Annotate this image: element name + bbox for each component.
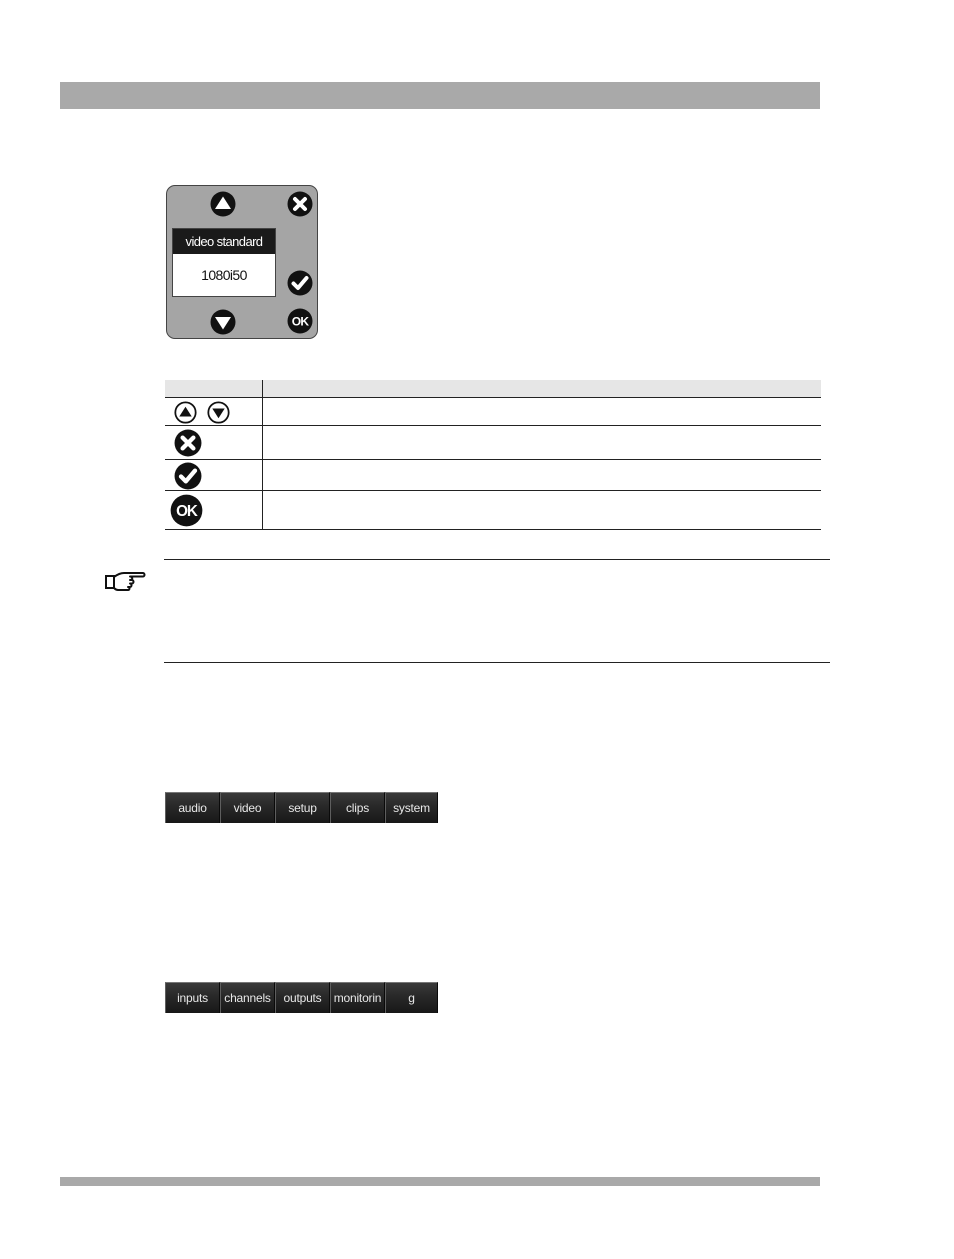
ok-icon-label: OK [176, 503, 197, 521]
tab-clips[interactable]: clips [330, 792, 385, 823]
down-arrow-icon[interactable] [210, 309, 236, 335]
tab-setup[interactable]: setup [275, 792, 330, 823]
up-arrow-icon[interactable] [210, 191, 236, 217]
tab-outputs[interactable]: outputs [275, 982, 330, 1013]
up-arrow-icon [174, 401, 197, 424]
legend-row-cancel [165, 426, 821, 460]
legend-row-arrows [165, 398, 821, 426]
ok-button-label: OK [291, 314, 309, 329]
footer-bar [60, 1177, 820, 1186]
cross-icon [174, 429, 202, 457]
ok-button[interactable] [287, 308, 313, 334]
tab-monitoring[interactable]: monitorin [330, 982, 385, 1013]
header-bar [60, 82, 820, 109]
legend-row-ok [165, 491, 821, 530]
button-legend-table [165, 380, 821, 530]
pointing-hand-icon [104, 570, 146, 592]
parameter-editor-dialog [166, 185, 318, 339]
legend-row-apply [165, 460, 821, 491]
sub-menu-tabs [165, 982, 438, 1013]
tab-video[interactable]: video [220, 792, 275, 823]
tab-monitoring-continued[interactable]: g [385, 982, 438, 1013]
note-top-rule [164, 559, 830, 560]
checkmark-icon [174, 462, 202, 490]
parameter-name: video standard [173, 229, 275, 254]
ok-icon [170, 494, 203, 527]
tab-system[interactable]: system [385, 792, 438, 823]
cross-icon[interactable] [287, 191, 313, 217]
tab-audio[interactable]: audio [165, 792, 220, 823]
parameter-box [172, 228, 276, 297]
tab-inputs[interactable]: inputs [165, 982, 220, 1013]
parameter-value[interactable]: 1080i50 [201, 267, 247, 283]
tab-channels[interactable]: channels [220, 982, 275, 1013]
legend-header [165, 380, 821, 398]
note-bottom-rule [164, 662, 830, 663]
main-menu-tabs [165, 792, 438, 823]
down-arrow-icon [207, 401, 230, 424]
checkmark-icon[interactable] [287, 270, 313, 296]
